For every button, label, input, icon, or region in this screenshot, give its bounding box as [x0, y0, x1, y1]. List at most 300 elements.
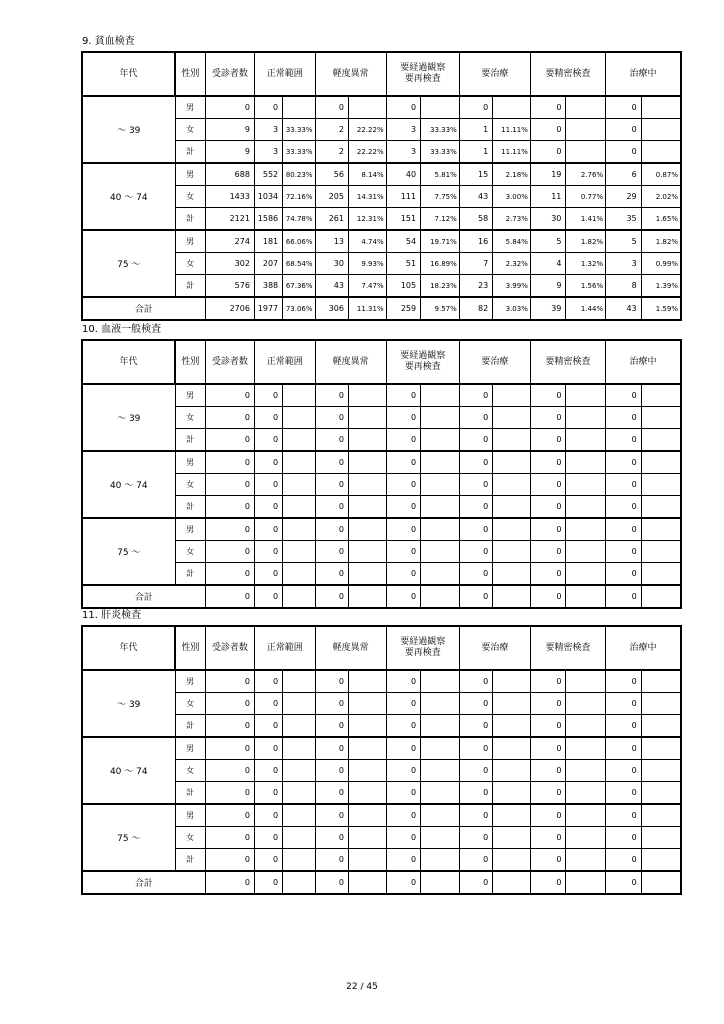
header-normal: 正常範囲 — [254, 52, 315, 96]
percent-cell — [348, 563, 386, 586]
count-cell: 0 — [530, 693, 566, 715]
percent-cell: 19.71% — [421, 230, 460, 253]
count-cell: 0 — [386, 871, 420, 894]
count-cell: 0 — [254, 693, 282, 715]
count-cell: 0 — [459, 429, 492, 452]
percent-cell — [283, 496, 315, 519]
count-cell: 0 — [205, 670, 254, 693]
count-cell: 0 — [315, 693, 348, 715]
percent-cell — [566, 541, 606, 563]
count-cell: 0 — [254, 670, 282, 693]
count-cell: 0 — [254, 384, 282, 407]
percent-cell — [641, 518, 681, 541]
percent-cell — [493, 384, 531, 407]
percent-cell — [348, 407, 386, 429]
percent-cell: 9.57% — [421, 297, 460, 320]
percent-cell: 7.47% — [348, 275, 386, 298]
percent-cell — [566, 670, 606, 693]
percent-cell — [493, 827, 531, 849]
header-age: 年代 — [82, 52, 175, 96]
percent-cell — [421, 585, 460, 608]
count-cell: 2121 — [205, 208, 254, 231]
percent-cell — [493, 715, 531, 738]
percent-cell — [566, 451, 606, 474]
count-cell: 0 — [606, 693, 642, 715]
count-cell: 0 — [315, 384, 348, 407]
sex-label: 女 — [175, 541, 205, 563]
count-cell: 1433 — [205, 186, 254, 208]
age-label: ～ 39 — [82, 96, 175, 163]
count-cell: 0 — [315, 715, 348, 738]
count-cell: 0 — [254, 474, 282, 496]
percent-cell — [493, 96, 531, 119]
percent-cell — [566, 715, 606, 738]
percent-cell: 4.74% — [348, 230, 386, 253]
percent-cell — [283, 804, 315, 827]
count-cell: 0 — [386, 429, 420, 452]
table-row — [82, 518, 681, 541]
count-cell: 259 — [386, 297, 420, 320]
count-cell: 0 — [254, 804, 282, 827]
count-cell: 576 — [205, 275, 254, 298]
percent-cell — [348, 429, 386, 452]
percent-cell — [421, 541, 460, 563]
percent-cell — [348, 871, 386, 894]
count-cell: 0 — [254, 429, 282, 452]
count-cell: 82 — [459, 297, 492, 320]
count-cell: 0 — [459, 96, 492, 119]
count-cell: 11 — [530, 186, 566, 208]
total-row — [82, 585, 681, 608]
percent-cell: 73.06% — [283, 297, 315, 320]
header-treat: 要治療 — [459, 626, 530, 670]
count-cell: 274 — [205, 230, 254, 253]
percent-cell — [641, 693, 681, 715]
percent-cell — [493, 451, 531, 474]
percent-cell — [641, 384, 681, 407]
percent-cell — [641, 585, 681, 608]
header-observe: 要経過観察 要再検査 — [386, 52, 459, 96]
percent-cell — [641, 429, 681, 452]
count-cell: 0 — [205, 451, 254, 474]
percent-cell — [566, 760, 606, 782]
age-group — [82, 96, 681, 163]
sex-label: 女 — [175, 474, 205, 496]
count-cell: 0 — [386, 804, 420, 827]
percent-cell — [283, 737, 315, 760]
total-label: 合計 — [82, 297, 205, 320]
count-cell: 0 — [530, 141, 566, 164]
count-cell: 4 — [530, 253, 566, 275]
percent-cell — [641, 804, 681, 827]
count-cell: 0 — [530, 737, 566, 760]
count-cell: 0 — [254, 737, 282, 760]
percent-cell — [566, 496, 606, 519]
percent-cell — [283, 384, 315, 407]
header-mild: 軽度異常 — [315, 52, 386, 96]
percent-cell — [493, 670, 531, 693]
table-row — [82, 230, 681, 253]
percent-cell — [421, 693, 460, 715]
count-cell: 0 — [315, 782, 348, 805]
count-cell: 0 — [315, 827, 348, 849]
percent-cell — [493, 849, 531, 872]
count-cell: 9 — [205, 119, 254, 141]
percent-cell: 22.22% — [348, 141, 386, 164]
count-cell: 0 — [386, 518, 420, 541]
percent-cell: 2.18% — [493, 163, 531, 186]
section-title: 11. 肝炎検査 — [82, 610, 142, 621]
percent-cell: 11.11% — [493, 119, 531, 141]
count-cell: 111 — [386, 186, 420, 208]
percent-cell — [421, 496, 460, 519]
header-under: 治療中 — [606, 626, 681, 670]
count-cell: 207 — [254, 253, 282, 275]
percent-cell — [283, 541, 315, 563]
count-cell: 0 — [606, 760, 642, 782]
percent-cell — [566, 518, 606, 541]
count-cell: 0 — [530, 429, 566, 452]
count-cell: 0 — [254, 96, 282, 119]
table-row — [82, 737, 681, 760]
percent-cell — [641, 141, 681, 164]
header-under: 治療中 — [606, 340, 681, 384]
count-cell: 0 — [315, 407, 348, 429]
count-cell: 0 — [606, 407, 642, 429]
percent-cell: 3.00% — [493, 186, 531, 208]
count-cell: 0 — [459, 407, 492, 429]
percent-cell: 3.03% — [493, 297, 531, 320]
count-cell: 0 — [386, 827, 420, 849]
percent-cell — [641, 871, 681, 894]
count-cell: 39 — [530, 297, 566, 320]
count-cell: 0 — [459, 737, 492, 760]
percent-cell — [566, 384, 606, 407]
sex-label: 計 — [175, 496, 205, 519]
count-cell: 2 — [315, 141, 348, 164]
count-cell: 0 — [386, 496, 420, 519]
percent-cell — [493, 760, 531, 782]
count-cell: 0 — [459, 693, 492, 715]
percent-cell — [641, 496, 681, 519]
sex-label: 男 — [175, 804, 205, 827]
count-cell: 0 — [205, 518, 254, 541]
percent-cell: 7.12% — [421, 208, 460, 231]
count-cell: 9 — [205, 141, 254, 164]
count-cell: 0 — [315, 737, 348, 760]
count-cell: 0 — [315, 563, 348, 586]
count-cell: 3 — [606, 253, 642, 275]
count-cell: 0 — [606, 804, 642, 827]
percent-cell — [348, 827, 386, 849]
count-cell: 0 — [386, 782, 420, 805]
total-row — [82, 871, 681, 894]
percent-cell — [566, 563, 606, 586]
percent-cell — [421, 827, 460, 849]
percent-cell — [348, 496, 386, 519]
table-row — [82, 96, 681, 119]
count-cell: 0 — [606, 119, 642, 141]
count-cell: 0 — [459, 760, 492, 782]
count-cell: 0 — [530, 407, 566, 429]
count-cell: 15 — [459, 163, 492, 186]
sex-label: 男 — [175, 384, 205, 407]
sex-label: 男 — [175, 670, 205, 693]
percent-cell — [641, 715, 681, 738]
percent-cell — [566, 849, 606, 872]
header-age: 年代 — [82, 340, 175, 384]
percent-cell — [348, 518, 386, 541]
count-cell: 0 — [606, 429, 642, 452]
header-sex: 性別 — [175, 626, 205, 670]
percent-cell — [283, 760, 315, 782]
count-cell: 2 — [315, 119, 348, 141]
count-cell: 0 — [606, 871, 642, 894]
count-cell: 0 — [606, 451, 642, 474]
count-cell: 0 — [205, 384, 254, 407]
percent-cell — [641, 96, 681, 119]
sex-label: 男 — [175, 451, 205, 474]
count-cell: 29 — [606, 186, 642, 208]
percent-cell — [566, 119, 606, 141]
header-mild: 軽度異常 — [315, 626, 386, 670]
header-normal: 正常範囲 — [254, 340, 315, 384]
count-cell: 0 — [530, 96, 566, 119]
percent-cell: 0.77% — [566, 186, 606, 208]
table-row — [82, 384, 681, 407]
stats-table — [81, 625, 682, 895]
percent-cell: 3.99% — [493, 275, 531, 298]
header-examinees: 受診者数 — [205, 626, 254, 670]
percent-cell: 18.23% — [421, 275, 460, 298]
percent-cell: 1.41% — [566, 208, 606, 231]
percent-cell: 5.84% — [493, 230, 531, 253]
sex-label: 計 — [175, 849, 205, 872]
percent-cell — [283, 451, 315, 474]
percent-cell — [348, 96, 386, 119]
percent-cell — [283, 827, 315, 849]
percent-cell: 22.22% — [348, 119, 386, 141]
age-label: 75 ～ — [82, 230, 175, 297]
stats-table — [81, 339, 682, 609]
percent-cell: 1.44% — [566, 297, 606, 320]
count-cell: 0 — [606, 670, 642, 693]
total-group — [82, 585, 681, 608]
percent-cell: 1.32% — [566, 253, 606, 275]
count-cell: 51 — [386, 253, 420, 275]
header-sex: 性別 — [175, 52, 205, 96]
count-cell: 0 — [530, 119, 566, 141]
count-cell: 0 — [530, 496, 566, 519]
count-cell: 58 — [459, 208, 492, 231]
count-cell: 54 — [386, 230, 420, 253]
count-cell: 0 — [205, 849, 254, 872]
sex-label: 男 — [175, 96, 205, 119]
count-cell: 56 — [315, 163, 348, 186]
total-label: 合計 — [82, 585, 205, 608]
count-cell: 0 — [459, 384, 492, 407]
sex-label: 計 — [175, 429, 205, 452]
percent-cell — [283, 563, 315, 586]
count-cell: 0 — [386, 407, 420, 429]
percent-cell — [283, 715, 315, 738]
percent-cell — [566, 474, 606, 496]
percent-cell — [283, 693, 315, 715]
header-treat: 要治療 — [459, 52, 530, 96]
percent-cell — [421, 96, 460, 119]
count-cell: 0 — [254, 871, 282, 894]
sex-label: 女 — [175, 119, 205, 141]
percent-cell: 0.99% — [641, 253, 681, 275]
count-cell: 23 — [459, 275, 492, 298]
count-cell: 0 — [459, 827, 492, 849]
age-group — [82, 670, 681, 737]
count-cell: 0 — [315, 849, 348, 872]
count-cell: 0 — [530, 451, 566, 474]
percent-cell: 33.33% — [283, 119, 315, 141]
percent-cell: 2.76% — [566, 163, 606, 186]
count-cell: 0 — [386, 693, 420, 715]
percent-cell — [566, 871, 606, 894]
header-sex: 性別 — [175, 340, 205, 384]
count-cell: 0 — [254, 760, 282, 782]
count-cell: 3 — [386, 119, 420, 141]
age-label: 40 ～ 74 — [82, 163, 175, 230]
sex-label: 計 — [175, 275, 205, 298]
percent-cell — [641, 541, 681, 563]
percent-cell — [641, 119, 681, 141]
count-cell: 0 — [459, 496, 492, 519]
count-cell: 0 — [315, 760, 348, 782]
percent-cell — [641, 563, 681, 586]
count-cell: 0 — [254, 827, 282, 849]
percent-cell — [421, 760, 460, 782]
section-title: 9. 貧血検査 — [82, 36, 135, 47]
page-number: 22 / 45 — [346, 982, 378, 992]
percent-cell — [421, 737, 460, 760]
percent-cell: 16.89% — [421, 253, 460, 275]
percent-cell — [493, 737, 531, 760]
count-cell: 0 — [205, 693, 254, 715]
header-mild: 軽度異常 — [315, 340, 386, 384]
percent-cell — [566, 737, 606, 760]
percent-cell: 33.33% — [421, 141, 460, 164]
sex-label: 男 — [175, 230, 205, 253]
count-cell: 0 — [386, 541, 420, 563]
count-cell: 0 — [254, 849, 282, 872]
count-cell: 1034 — [254, 186, 282, 208]
percent-cell: 9.93% — [348, 253, 386, 275]
count-cell: 0 — [459, 585, 492, 608]
table-row — [82, 163, 681, 186]
header-detail: 要精密検査 — [530, 52, 605, 96]
header-observe: 要経過観察 要再検査 — [386, 626, 459, 670]
percent-cell — [348, 804, 386, 827]
count-cell: 0 — [530, 849, 566, 872]
count-cell: 1977 — [254, 297, 282, 320]
count-cell: 0 — [254, 451, 282, 474]
count-cell: 0 — [254, 563, 282, 586]
count-cell: 0 — [530, 871, 566, 894]
count-cell: 0 — [205, 429, 254, 452]
percent-cell — [566, 693, 606, 715]
count-cell: 0 — [205, 585, 254, 608]
percent-cell — [283, 518, 315, 541]
percent-cell — [348, 849, 386, 872]
age-label: ～ 39 — [82, 670, 175, 737]
count-cell: 0 — [459, 670, 492, 693]
stats-table — [81, 51, 682, 321]
count-cell: 0 — [459, 871, 492, 894]
percent-cell — [493, 407, 531, 429]
count-cell: 181 — [254, 230, 282, 253]
percent-cell — [566, 585, 606, 608]
count-cell: 0 — [254, 585, 282, 608]
percent-cell — [566, 407, 606, 429]
percent-cell — [348, 782, 386, 805]
count-cell: 0 — [254, 782, 282, 805]
percent-cell — [421, 518, 460, 541]
count-cell: 0 — [205, 737, 254, 760]
count-cell: 8 — [606, 275, 642, 298]
sex-label: 計 — [175, 782, 205, 805]
count-cell: 0 — [606, 782, 642, 805]
percent-cell: 1.82% — [641, 230, 681, 253]
count-cell: 0 — [386, 96, 420, 119]
count-cell: 388 — [254, 275, 282, 298]
percent-cell — [493, 782, 531, 805]
count-cell: 0 — [386, 474, 420, 496]
count-cell: 5 — [606, 230, 642, 253]
percent-cell — [493, 541, 531, 563]
count-cell: 0 — [459, 563, 492, 586]
count-cell: 0 — [205, 96, 254, 119]
percent-cell — [348, 384, 386, 407]
percent-cell — [348, 474, 386, 496]
total-group — [82, 297, 681, 320]
age-label: 40 ～ 74 — [82, 451, 175, 518]
percent-cell — [493, 585, 531, 608]
count-cell: 0 — [315, 429, 348, 452]
total-group — [82, 871, 681, 894]
count-cell: 0 — [315, 871, 348, 894]
count-cell: 35 — [606, 208, 642, 231]
percent-cell — [421, 804, 460, 827]
count-cell: 0 — [606, 827, 642, 849]
percent-cell — [283, 474, 315, 496]
percent-cell — [283, 585, 315, 608]
count-cell: 151 — [386, 208, 420, 231]
count-cell: 0 — [459, 804, 492, 827]
count-cell: 0 — [606, 541, 642, 563]
count-cell: 0 — [386, 563, 420, 586]
percent-cell: 11.11% — [493, 141, 531, 164]
percent-cell — [421, 474, 460, 496]
count-cell: 0 — [254, 496, 282, 519]
percent-cell: 33.33% — [421, 119, 460, 141]
percent-cell — [566, 804, 606, 827]
age-group — [82, 804, 681, 871]
header-observe: 要経過観察 要再検査 — [386, 340, 459, 384]
percent-cell: 80.23% — [283, 163, 315, 186]
count-cell: 0 — [606, 585, 642, 608]
percent-cell: 66.06% — [283, 230, 315, 253]
sex-label: 女 — [175, 407, 205, 429]
count-cell: 0 — [315, 474, 348, 496]
count-cell: 19 — [530, 163, 566, 186]
percent-cell — [421, 715, 460, 738]
percent-cell — [493, 474, 531, 496]
